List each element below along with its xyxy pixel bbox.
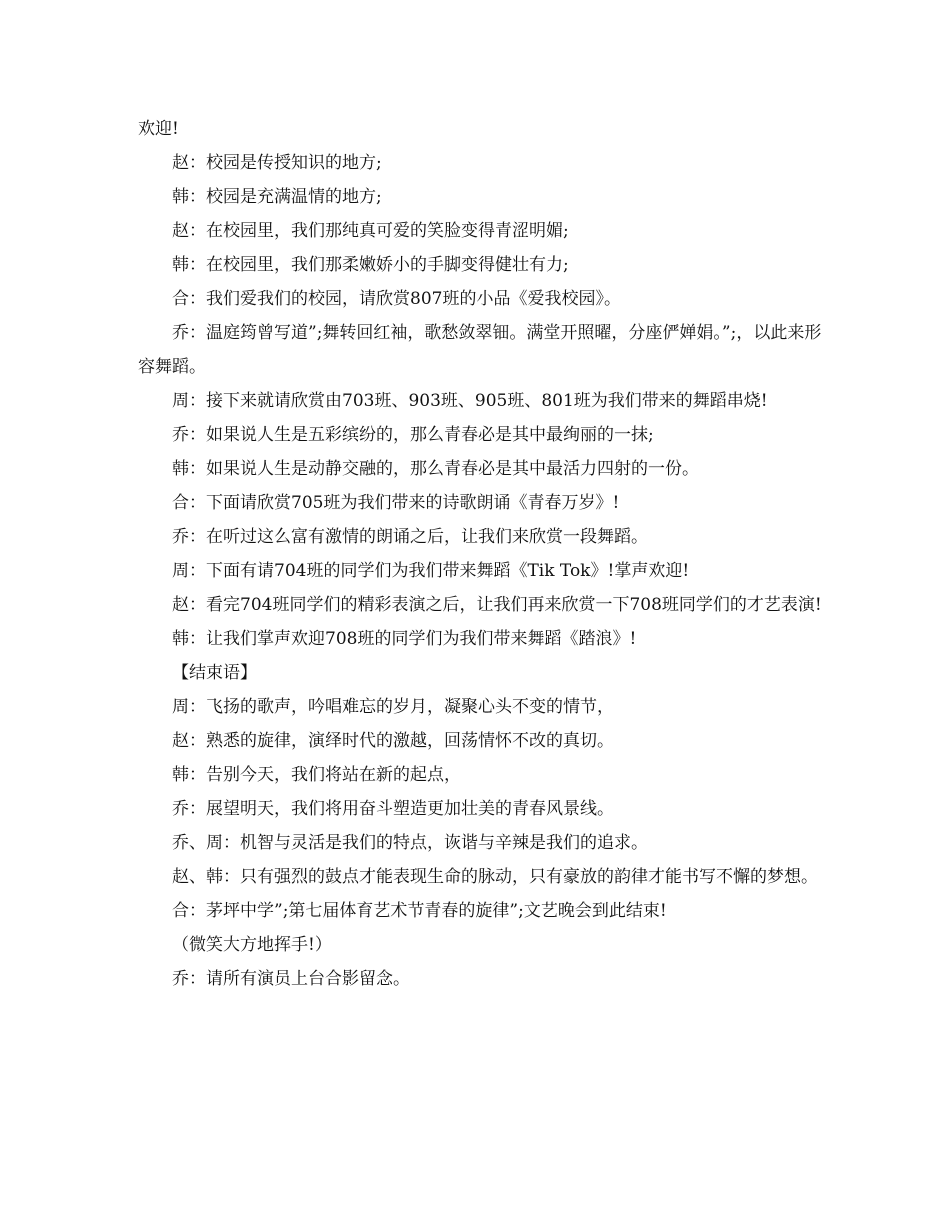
paragraph-he-2: 合：下面请欣赏705班为我们带来的诗歌朗诵《青春万岁》! — [172, 493, 620, 513]
paragraph-zhou-2: 周：下面有请704班的同学们为我们带来舞蹈《Tik Tok》!掌声欢迎! — [172, 561, 690, 581]
paragraph-welcome-end: 欢迎! — [138, 119, 179, 139]
paragraph-zhao-2: 赵：在校园里，我们那纯真可爱的笑脸变得青涩明媚; — [172, 221, 569, 241]
paragraph-qiao-2: 乔：如果说人生是五彩缤纷的，那么青春必是其中最绚丽的一抹; — [172, 425, 654, 445]
paragraph-he-3: 合：茅坪中学”;第七届体育艺术节青春的旋律”;文艺晚会到此结束! — [172, 901, 667, 921]
paragraph-qiao-4: 乔：展望明天，我们将用奋斗塑造更加壮美的青春风景线。 — [172, 799, 614, 819]
paragraph-qiao-1: 乔：温庭筠曾写道”;舞转回红袖，歌愁敛翠钿。满堂开照曜，分座俨婵娟。”;，以此来形容舞蹈。 — [138, 323, 822, 377]
document-body — [138, 112, 822, 996]
paragraph-qiao-5: 乔：请所有演员上台合影留念。 — [172, 969, 410, 989]
paragraph-closing-heading: 【结束语】 — [172, 663, 257, 683]
paragraph-stage-direction: （微笑大方地挥手!） — [172, 935, 332, 955]
paragraph-zhou-3: 周：飞扬的歌声，吟唱难忘的岁月，凝聚心头不变的情节， — [172, 697, 614, 717]
paragraph-zhao-4: 赵：熟悉的旋律，演绎时代的激越，回荡情怀不改的真切。 — [172, 731, 614, 751]
paragraph-han-2: 韩：在校园里，我们那柔嫩娇小的手脚变得健壮有力; — [172, 255, 569, 275]
paragraph-han-5: 韩：告别今天，我们将站在新的起点， — [172, 765, 461, 785]
paragraph-zhou-1: 周：接下来就请欣赏由703班、903班、905班、801班为我们带来的舞蹈串烧! — [172, 391, 768, 411]
paragraph-zhao-han: 赵、韩：只有强烈的鼓点才能表现生命的脉动，只有豪放的韵律才能书写不懈的梦想。 — [172, 867, 818, 887]
paragraph-qiao-3: 乔：在听过这么富有激情的朗诵之后，让我们来欣赏一段舞蹈。 — [172, 527, 648, 547]
paragraph-qiao-zhou: 乔、周：机智与灵活是我们的特点，诙谐与辛辣是我们的追求。 — [172, 833, 648, 853]
paragraph-he-1: 合：我们爱我们的校园，请欣赏807班的小品《爱我校园》。 — [172, 289, 621, 309]
paragraph-han-1: 韩：校园是充满温情的地方; — [172, 187, 382, 207]
paragraph-zhao-3: 赵：看完704班同学们的精彩表演之后，让我们再来欣赏一下708班同学们的才艺表演! — [172, 595, 822, 615]
paragraph-zhao-1: 赵：校园是传授知识的地方; — [172, 153, 382, 173]
paragraph-han-3: 韩：如果说人生是动静交融的，那么青春必是其中最活力四射的一份。 — [172, 459, 699, 479]
paragraph-han-4: 韩：让我们掌声欢迎708班的同学们为我们带来舞蹈《踏浪》! — [172, 629, 637, 649]
